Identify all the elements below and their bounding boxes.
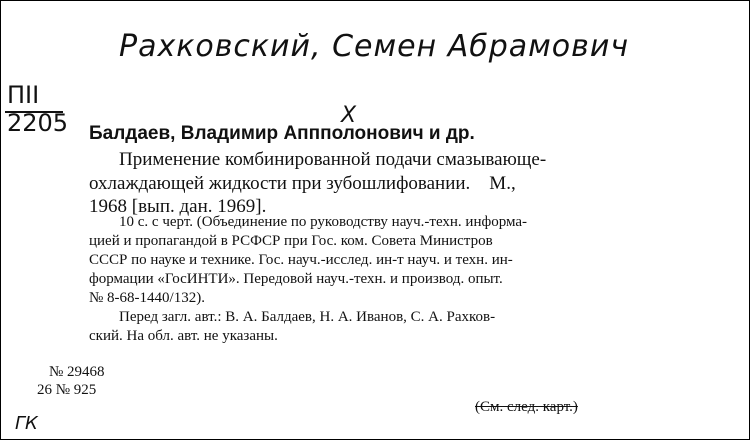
shelf-mark-top: ПII — [7, 81, 40, 109]
accession-number: № 29468 — [49, 364, 105, 380]
handwritten-author-name: Рахковский, Семен Абрамович — [119, 29, 630, 64]
desc-line-5: № 8-68-1440/132). — [89, 290, 205, 306]
desc-line-3: СССР по науке и технике. Гос. науч.-исслед. ин-т науч. и техн. ин- — [89, 252, 513, 268]
shelf-mark-bottom: 2205 — [7, 109, 69, 137]
handwritten-check-mark: Х — [341, 103, 357, 128]
desc-line-4: формации «ГосИНТИ». Передовой науч.-техн. и производ. опыт. — [89, 271, 503, 287]
note-line-1: Перед загл. авт.: В. А. Балдаев, Н. А. Иванов, С. А. Рахков- — [119, 309, 496, 325]
desc-line-1: 10 с. с черт. (Объединение по руководству науч.-техн. информа- — [119, 214, 528, 230]
title-line-1: Применение комбинированной подачи смазывающе- — [119, 149, 547, 170]
desc-line-2: цией и пропагандой в РСФСР при Гос. ком. Совета Министров — [89, 233, 493, 249]
secondary-number: 26 № 925 — [37, 382, 97, 398]
title-line-2: охлаждающей жидкости при зубошлифовании. М., — [89, 173, 516, 194]
see-next-card: (См. след. карт.) — [475, 399, 578, 415]
entry-heading: Балдаев, Владимир Аппполонович и др. — [89, 123, 475, 144]
note-line-2: ский. На обл. авт. не указаны. — [89, 328, 278, 344]
handwritten-corner-mark: ГК — [15, 413, 38, 434]
title-line-3: 1968 [вып. дан. 1969]. — [89, 196, 267, 217]
